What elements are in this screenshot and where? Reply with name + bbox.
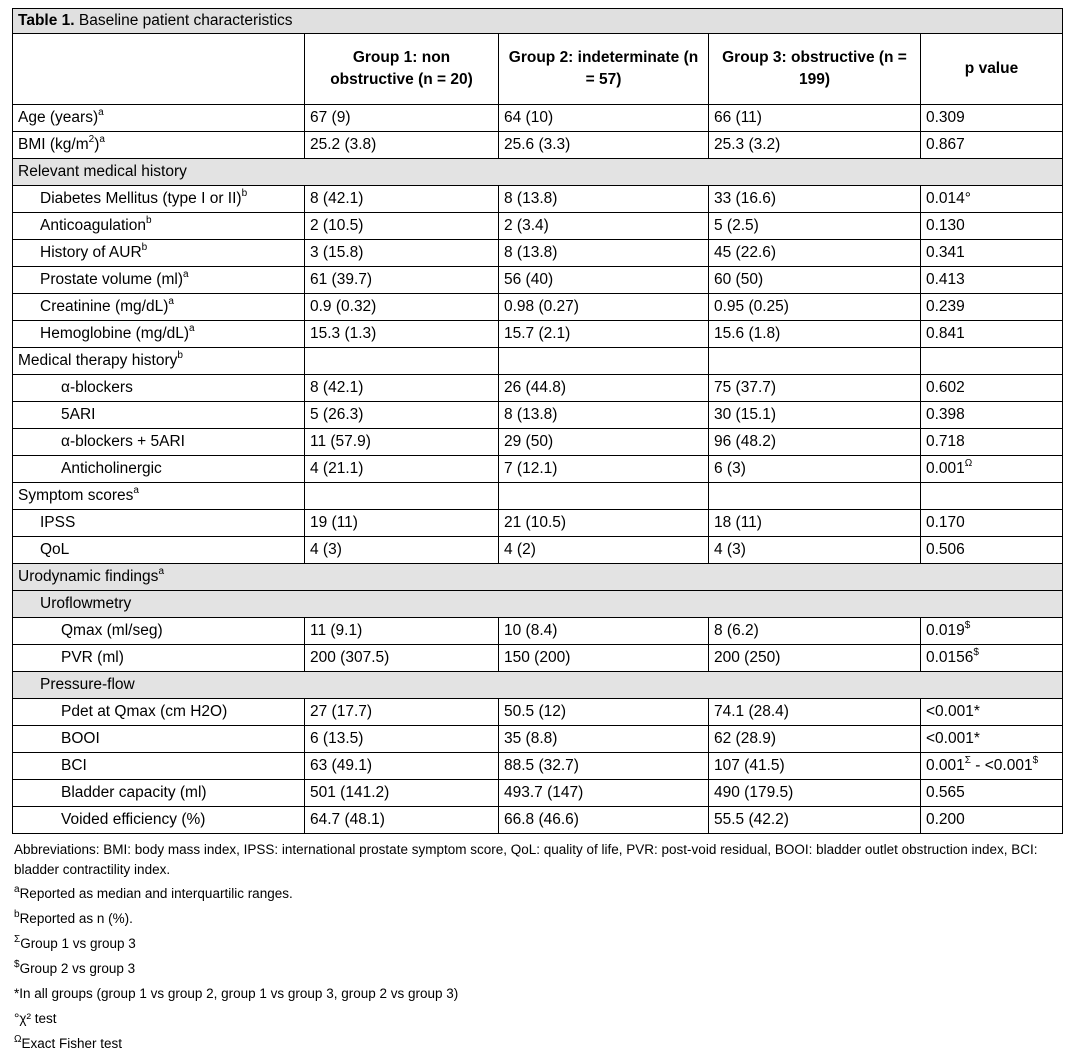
- table-row: [13, 132, 1063, 159]
- value-cell-group-1: 64.7 (48.1): [305, 807, 499, 834]
- p-value-cell: [921, 240, 1063, 267]
- p-value: 0.309: [926, 109, 965, 126]
- value-cell-group-1: 25.2 (3.8): [305, 132, 499, 159]
- row-label-superscript: b: [241, 187, 248, 199]
- empty-cell: [709, 483, 921, 510]
- table-title-text: Baseline patient characteristics: [78, 12, 293, 29]
- p-value-cell: [921, 213, 1063, 240]
- value-cell-group-1: 501 (141.2): [305, 780, 499, 807]
- value-cell-group-2: 2 (3.4): [499, 213, 709, 240]
- footnote-mark: Ω: [14, 1033, 22, 1045]
- value-cell-group-3: 33 (16.6): [709, 186, 921, 213]
- value-cell-group-1: 63 (49.1): [305, 753, 499, 780]
- header-group-2: Group 2: indeterminate (n = 57): [499, 34, 709, 105]
- subheader-row: [13, 348, 1063, 375]
- header-blank: [13, 34, 305, 105]
- section-label: Urodynamic findings: [18, 568, 159, 585]
- value-cell-group-2: 7 (12.1): [499, 456, 709, 483]
- table-title: [13, 9, 1063, 34]
- p-value-superscript: Ω: [964, 457, 973, 469]
- p-value: <0.001*: [926, 703, 980, 720]
- value-cell-group-1: 6 (13.5): [305, 726, 499, 753]
- row-label: Anticholinergic: [61, 460, 162, 477]
- value-cell-group-1: 3 (15.8): [305, 240, 499, 267]
- row-label-cell: [13, 699, 305, 726]
- header-group-1: Group 1: non obstructive (n = 20): [305, 34, 499, 105]
- header-group-3: Group 3: obstructive (n = 199): [709, 34, 921, 105]
- row-label-cell: [13, 321, 305, 348]
- empty-cell: [305, 348, 499, 375]
- table-row: [13, 537, 1063, 564]
- row-label: PVR (ml): [61, 649, 124, 666]
- value-cell-group-3: 45 (22.6): [709, 240, 921, 267]
- p-value-superscript: $: [973, 646, 979, 658]
- p-value-cell: [921, 294, 1063, 321]
- table-row: [13, 186, 1063, 213]
- value-cell-group-1: 8 (42.1): [305, 375, 499, 402]
- p-value-tail-superscript: $: [1032, 754, 1039, 766]
- value-cell-group-2: 64 (10): [499, 105, 709, 132]
- row-label-cell: [13, 537, 305, 564]
- table-row: [13, 240, 1063, 267]
- table-row: [13, 753, 1063, 780]
- value-cell-group-3: 490 (179.5): [709, 780, 921, 807]
- p-value: 0.239: [926, 298, 965, 315]
- abbreviations-note: Abbreviations: BMI: body mass index, IPSS: international prostate symptom score, QoL: quality of life, PVR: post-void residual, BOOI: bladder outlet obstruction index, BCI: bladder contractility index.: [14, 842, 1038, 877]
- row-label-superscript: a: [168, 295, 174, 307]
- p-value-cell: [921, 699, 1063, 726]
- footnote-text: *In all groups (group 1 vs group 2, group 1 vs group 3, group 2 vs group 3): [14, 986, 459, 1001]
- value-cell-group-1: 5 (26.3): [305, 402, 499, 429]
- row-label: IPSS: [40, 514, 76, 531]
- p-value: 0.001: [926, 757, 965, 774]
- value-cell-group-1: 2 (10.5): [305, 213, 499, 240]
- value-cell-group-2: 50.5 (12): [499, 699, 709, 726]
- value-cell-group-2: 4 (2): [499, 537, 709, 564]
- section-label-superscript: a: [158, 565, 164, 577]
- row-label-cell: [13, 807, 305, 834]
- value-cell-group-3: 62 (28.9): [709, 726, 921, 753]
- table-row: [13, 645, 1063, 672]
- p-value-cell: [921, 807, 1063, 834]
- row-label: Age (years): [18, 109, 99, 126]
- p-value-cell: [921, 186, 1063, 213]
- value-cell-group-1: 61 (39.7): [305, 267, 499, 294]
- value-cell-group-3: 0.95 (0.25): [709, 294, 921, 321]
- section-row: [13, 159, 1063, 186]
- section-label-cell: [13, 159, 1063, 186]
- subheader-label-superscript: a: [133, 484, 139, 496]
- row-label-cell: [13, 429, 305, 456]
- value-cell-group-3: 6 (3): [709, 456, 921, 483]
- p-value: <0.001*: [926, 730, 980, 747]
- footnote-text: Exact Fisher test: [21, 1036, 123, 1051]
- value-cell-group-2: 0.98 (0.27): [499, 294, 709, 321]
- table-row: [13, 375, 1063, 402]
- empty-cell: [921, 348, 1063, 375]
- p-value-cell: [921, 510, 1063, 537]
- header-p-value: p value: [921, 34, 1063, 105]
- value-cell-group-1: 4 (21.1): [305, 456, 499, 483]
- row-label-cell: [13, 402, 305, 429]
- value-cell-group-2: 35 (8.8): [499, 726, 709, 753]
- footnote-text: Reported as n (%).: [19, 911, 133, 926]
- value-cell-group-2: 25.6 (3.3): [499, 132, 709, 159]
- table-row: [13, 402, 1063, 429]
- p-value: 0.602: [926, 379, 965, 396]
- p-value-cell: [921, 402, 1063, 429]
- footnote-mark: b: [14, 908, 20, 920]
- subheader-label: Symptom scores: [18, 487, 134, 504]
- table-row: [13, 807, 1063, 834]
- p-value-cell: [921, 105, 1063, 132]
- p-value: 0.718: [926, 433, 965, 450]
- row-label-cell: [13, 240, 305, 267]
- subheader-label-cell: [13, 348, 305, 375]
- p-value-superscript: Σ: [964, 754, 971, 766]
- baseline-characteristics-table: [12, 8, 1063, 834]
- row-label-cell: [13, 267, 305, 294]
- table-container: [12, 8, 1062, 1059]
- footnote-text: Group 1 vs group 3: [20, 936, 136, 951]
- table-row: [13, 618, 1063, 645]
- footnotes-list: [14, 884, 1064, 1054]
- value-cell-group-2: 29 (50): [499, 429, 709, 456]
- section-label-cell: [13, 591, 1063, 618]
- row-label-superscript: b: [146, 214, 152, 226]
- p-value-cell: [921, 429, 1063, 456]
- p-value: 0.0156: [926, 649, 974, 666]
- table-row: [13, 213, 1063, 240]
- value-cell-group-3: 4 (3): [709, 537, 921, 564]
- footnote: [14, 959, 1064, 979]
- row-label: Diabetes Mellitus (type I or II): [40, 190, 242, 207]
- value-cell-group-2: 26 (44.8): [499, 375, 709, 402]
- value-cell-group-3: 30 (15.1): [709, 402, 921, 429]
- value-cell-group-1: 200 (307.5): [305, 645, 499, 672]
- empty-cell: [305, 483, 499, 510]
- p-value: 0.398: [926, 406, 965, 423]
- p-value-cell: [921, 132, 1063, 159]
- row-label-superscript: a: [182, 268, 189, 280]
- footnote-text: Group 2 vs group 3: [19, 961, 136, 976]
- row-label: Voided efficiency (%): [61, 811, 206, 828]
- empty-cell: [499, 483, 709, 510]
- footnote-mark: $: [14, 958, 20, 970]
- value-cell-group-2: 21 (10.5): [499, 510, 709, 537]
- p-value: 0.341: [926, 244, 965, 261]
- row-label: Bladder capacity (ml): [61, 784, 207, 801]
- table-row: [13, 321, 1063, 348]
- p-value-cell: [921, 267, 1063, 294]
- footnote-mark: a: [14, 883, 20, 895]
- footnote: [14, 1009, 1064, 1029]
- section-label-cell: [13, 564, 1063, 591]
- empty-cell: [499, 348, 709, 375]
- table-row: [13, 780, 1063, 807]
- row-label: Prostate volume (ml): [40, 271, 183, 288]
- row-label-cell: [13, 132, 305, 159]
- section-label: Relevant medical history: [18, 163, 187, 180]
- p-value: 0.014°: [926, 190, 971, 207]
- subheader-label-cell: [13, 483, 305, 510]
- p-value-cell: [921, 780, 1063, 807]
- p-value-cell: [921, 726, 1063, 753]
- value-cell-group-3: 25.3 (3.2): [709, 132, 921, 159]
- section-label: Pressure-flow: [40, 676, 135, 693]
- table-row: [13, 105, 1063, 132]
- row-label-superscript: a: [189, 322, 195, 334]
- value-cell-group-3: 66 (11): [709, 105, 921, 132]
- p-value-cell: [921, 618, 1063, 645]
- footnote-text: Reported as median and interquartilic ranges.: [19, 886, 293, 901]
- empty-cell: [709, 348, 921, 375]
- row-label-cell: [13, 105, 305, 132]
- value-cell-group-1: 11 (9.1): [305, 618, 499, 645]
- footnote: [14, 984, 1064, 1004]
- value-cell-group-3: 75 (37.7): [709, 375, 921, 402]
- value-cell-group-3: 96 (48.2): [709, 429, 921, 456]
- value-cell-group-3: 15.6 (1.8): [709, 321, 921, 348]
- value-cell-group-3: 74.1 (28.4): [709, 699, 921, 726]
- row-label: History of AUR: [40, 244, 142, 261]
- p-value-cell: [921, 537, 1063, 564]
- value-cell-group-1: 4 (3): [305, 537, 499, 564]
- subheader-row: [13, 483, 1063, 510]
- subheader-label-superscript: b: [177, 349, 183, 361]
- p-value-superscript: $: [964, 619, 971, 631]
- row-label: 5ARI: [61, 406, 96, 423]
- p-value: 0.200: [926, 811, 965, 828]
- section-row: [13, 672, 1063, 699]
- value-cell-group-2: 88.5 (32.7): [499, 753, 709, 780]
- footnote-text: °χ² test: [14, 1011, 57, 1026]
- row-label-cell: [13, 294, 305, 321]
- value-cell-group-1: 19 (11): [305, 510, 499, 537]
- p-value-cell: [921, 753, 1063, 780]
- value-cell-group-3: 107 (41.5): [709, 753, 921, 780]
- row-label-superscript: b: [141, 241, 148, 253]
- row-label: Anticoagulation: [40, 217, 146, 234]
- row-label-cell: [13, 186, 305, 213]
- p-value-cell: [921, 321, 1063, 348]
- p-value: 0.413: [926, 271, 965, 288]
- row-label: BCI: [61, 757, 87, 774]
- row-label-superscript: a: [99, 133, 105, 145]
- value-cell-group-3: 200 (250): [709, 645, 921, 672]
- value-cell-group-1: 27 (17.7): [305, 699, 499, 726]
- row-label-cell: [13, 213, 305, 240]
- value-cell-group-2: 10 (8.4): [499, 618, 709, 645]
- footnote: [14, 1034, 1064, 1054]
- table-row: [13, 267, 1063, 294]
- row-label-cell: [13, 456, 305, 483]
- section-row: [13, 564, 1063, 591]
- footnote: [14, 934, 1064, 954]
- value-cell-group-1: 15.3 (1.3): [305, 321, 499, 348]
- p-value: 0.019: [926, 622, 965, 639]
- footnote: [14, 884, 1064, 904]
- column-header-row: [13, 34, 1063, 105]
- p-value: 0.130: [926, 217, 965, 234]
- table-row: [13, 699, 1063, 726]
- row-label-cell: [13, 645, 305, 672]
- value-cell-group-2: 8 (13.8): [499, 402, 709, 429]
- table-row: [13, 294, 1063, 321]
- row-label: QoL: [40, 541, 70, 558]
- value-cell-group-1: 11 (57.9): [305, 429, 499, 456]
- value-cell-group-3: 60 (50): [709, 267, 921, 294]
- value-cell-group-2: 66.8 (46.6): [499, 807, 709, 834]
- value-cell-group-3: 8 (6.2): [709, 618, 921, 645]
- row-label-cell: [13, 780, 305, 807]
- p-value-tail: - <0.001: [970, 757, 1033, 774]
- value-cell-group-3: 5 (2.5): [709, 213, 921, 240]
- row-label: Creatinine (mg/dL): [40, 298, 169, 315]
- p-value: 0.867: [926, 136, 965, 153]
- footnote-mark: Σ: [14, 933, 21, 945]
- p-value: 0.841: [926, 325, 965, 342]
- row-label: BOOI: [61, 730, 100, 747]
- row-label-cell: [13, 510, 305, 537]
- value-cell-group-1: 8 (42.1): [305, 186, 499, 213]
- table-title-row: [13, 9, 1063, 34]
- section-row: [13, 591, 1063, 618]
- value-cell-group-1: 67 (9): [305, 105, 499, 132]
- empty-cell: [921, 483, 1063, 510]
- row-label: Hemoglobine (mg/dL): [40, 325, 190, 342]
- row-label: α-blockers + 5ARI: [61, 433, 185, 450]
- table-title-number: Table 1.: [18, 12, 75, 29]
- row-label-cell: [13, 726, 305, 753]
- value-cell-group-3: 18 (11): [709, 510, 921, 537]
- table-notes: [12, 840, 1064, 1054]
- section-label-cell: [13, 672, 1063, 699]
- p-value: 0.170: [926, 514, 965, 531]
- p-value: 0.565: [926, 784, 965, 801]
- subheader-label: Medical therapy history: [18, 352, 178, 369]
- table-row: [13, 726, 1063, 753]
- value-cell-group-2: 8 (13.8): [499, 186, 709, 213]
- value-cell-group-2: 15.7 (2.1): [499, 321, 709, 348]
- p-value-cell: [921, 456, 1063, 483]
- row-label: Pdet at Qmax (cm H2O): [61, 703, 228, 720]
- row-label-cell: [13, 753, 305, 780]
- value-cell-group-2: 8 (13.8): [499, 240, 709, 267]
- p-value: 0.506: [926, 541, 965, 558]
- row-label: Qmax (ml/seg): [61, 622, 163, 639]
- row-label: α-blockers: [61, 379, 133, 396]
- p-value: 0.001: [926, 460, 965, 477]
- p-value-cell: [921, 375, 1063, 402]
- section-label: Uroflowmetry: [40, 595, 132, 612]
- row-label: BMI $(kg/m^2)$: [18, 133, 100, 153]
- p-value-cell: [921, 645, 1063, 672]
- value-cell-group-1: 0.9 (0.32): [305, 294, 499, 321]
- value-cell-group-2: 150 (200): [499, 645, 709, 672]
- value-cell-group-2: 56 (40): [499, 267, 709, 294]
- row-label-cell: [13, 618, 305, 645]
- value-cell-group-3: 55.5 (42.2): [709, 807, 921, 834]
- value-cell-group-2: 493.7 (147): [499, 780, 709, 807]
- row-label-superscript: a: [98, 106, 104, 118]
- table-row: [13, 510, 1063, 537]
- table-row: [13, 429, 1063, 456]
- row-label-cell: [13, 375, 305, 402]
- footnote: [14, 909, 1064, 929]
- table-row: [13, 456, 1063, 483]
